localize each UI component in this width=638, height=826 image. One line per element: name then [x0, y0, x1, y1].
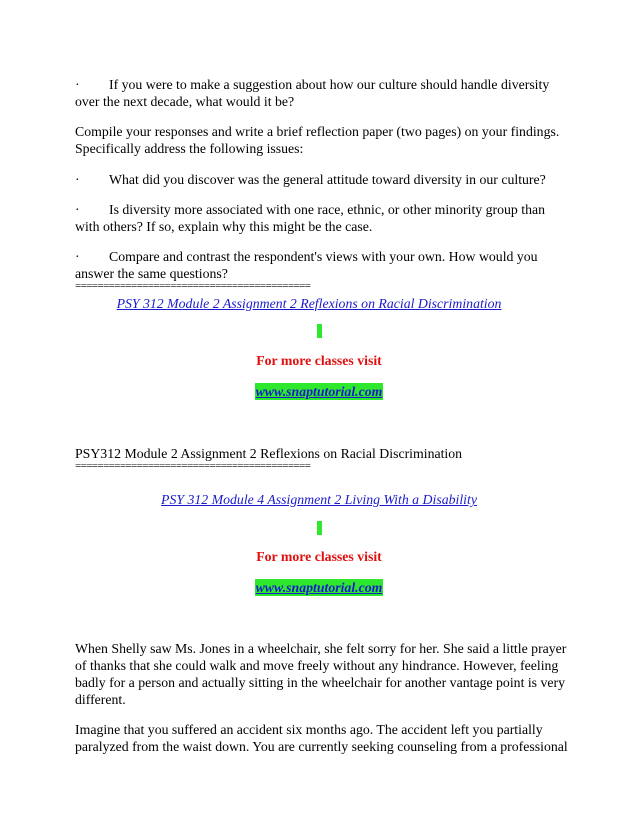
bullet-text-cont: over the next decade, what would it be?	[75, 94, 295, 109]
plain-title: PSY312 Module 2 Assignment 2 Reflexions on Racial Discrimination	[75, 446, 463, 461]
paragraph-line: badly for a person and actually sitting in the wheelchair for another vantage point is very	[75, 675, 566, 690]
promo-label: For more classes visit	[256, 549, 382, 564]
bullet-glyph: ·	[75, 172, 80, 187]
paragraph-line: Specifically address the following issues:	[75, 141, 304, 156]
paragraph-line: different.	[75, 692, 126, 707]
promo-text	[0, 352, 638, 369]
paragraph-line: Imagine that you suffered an accident six months ago. The accident left you partially	[75, 722, 543, 737]
promo-label: For more classes visit	[256, 353, 382, 368]
bullet-glyph: ·	[75, 249, 80, 264]
paragraph-line: of thanks that she could walk and move freely without any hindrance. However, feeling	[75, 658, 559, 673]
bullet-text-cont: with others? If so, explain why this might be the case.	[75, 219, 373, 234]
block1-heading	[0, 295, 628, 312]
paragraph-line: paralyzed from the waist down. You are currently seeking counseling from a professional	[75, 739, 568, 754]
highlight-mark	[317, 521, 322, 535]
bullet-glyph: ·	[75, 77, 80, 92]
bullet-text: If you were to make a suggestion about how our culture should handle diversity	[109, 77, 550, 92]
bullet-text: Is diversity more associated with one race, ethnic, or other minority group than	[109, 202, 546, 217]
bullet-text: What did you discover was the general attitude toward diversity in our culture?	[109, 172, 546, 187]
site-link[interactable]: www.snaptutorial.com	[255, 580, 383, 595]
highlight-mark	[317, 324, 322, 338]
site-link-wrap	[0, 579, 638, 596]
promo-text	[0, 548, 638, 565]
site-link-wrap	[0, 383, 638, 400]
paragraph-line: Compile your responses and write a brief reflection paper (two pages) on your findings.	[75, 124, 560, 139]
course-link-module4[interactable]: PSY 312 Module 4 Assignment 2 Living With a Disability	[161, 492, 477, 507]
highlight-marker	[0, 321, 638, 338]
course-link-module2[interactable]: PSY 312 Module 2 Assignment 2 Reflexions on Racial Discrimination	[116, 296, 502, 311]
block2-heading	[0, 491, 638, 508]
bullet-glyph: ·	[75, 202, 80, 217]
highlight-marker	[0, 518, 638, 535]
bullet-text: Compare and contrast the respondent's views with your own. How would you	[109, 249, 538, 264]
site-link[interactable]: www.snaptutorial.com	[255, 384, 383, 399]
separator-line: ==========================================	[75, 460, 311, 472]
separator-line: ==========================================	[75, 280, 311, 292]
bullet-text-cont: answer the same questions?	[75, 266, 228, 281]
paragraph-line: When Shelly saw Ms. Jones in a wheelchair, she felt sorry for her. She said a little prayer	[75, 641, 567, 656]
